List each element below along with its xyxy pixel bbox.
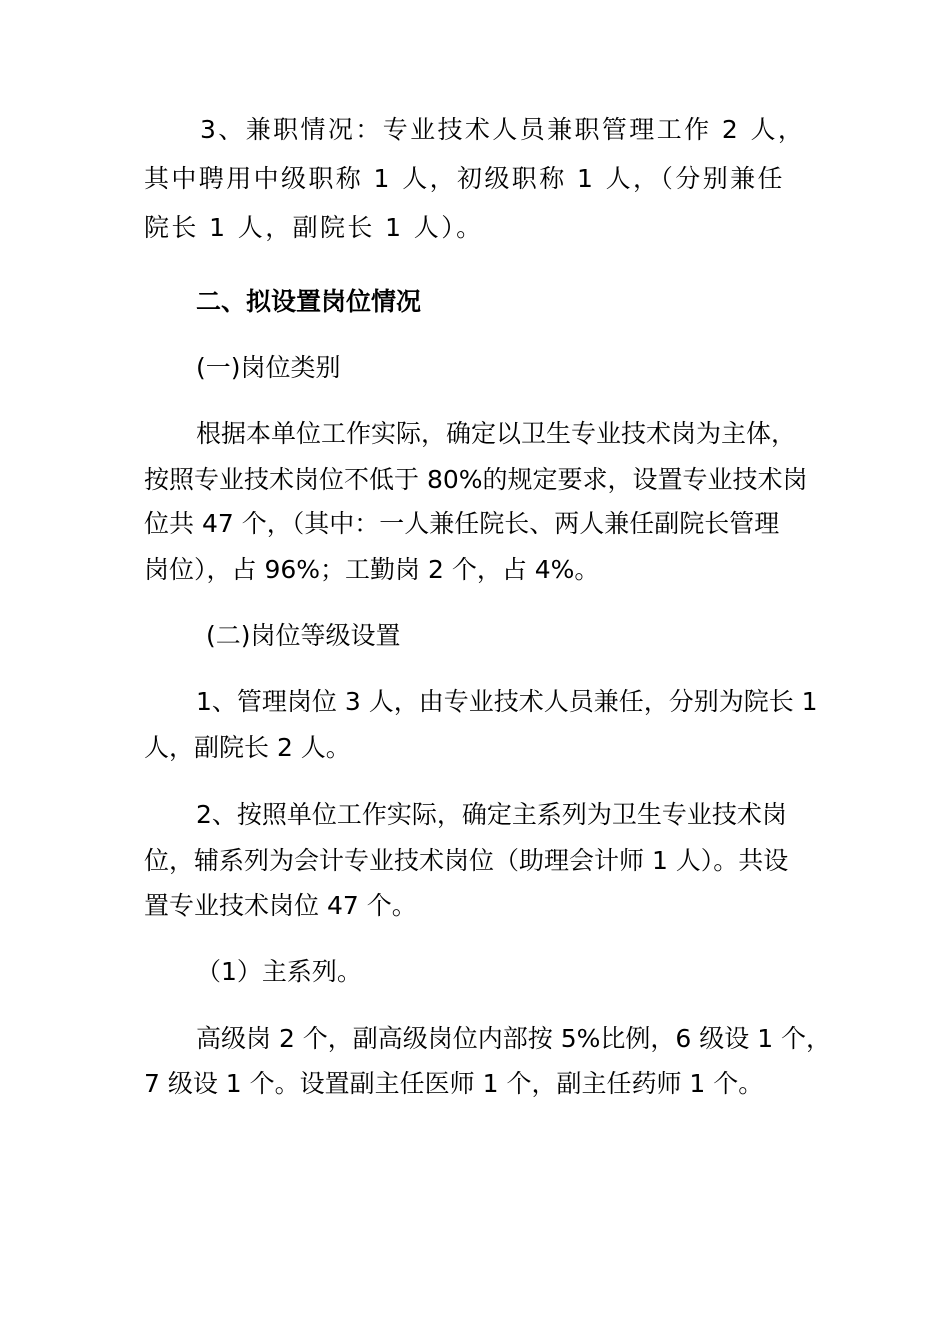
section-heading: 二、拟设置岗位情况 <box>196 287 422 316</box>
text-line: 院长 1 人，副院长 1 人）。 <box>144 213 484 242</box>
text-line: 高级岗 2 个，副高级岗位内部按 5%比例，6 级设 1 个， <box>196 1024 832 1053</box>
text-line: 人，副院长 2 人。 <box>144 733 351 762</box>
text-line: 置专业技术岗位 47 个。 <box>144 891 417 920</box>
text-line: 3、兼职情况：专业技术人员兼职管理工作 2 人， <box>200 115 806 144</box>
text-line: 2、按照单位工作实际，确定主系列为卫生专业技术岗 <box>196 800 787 829</box>
text-line: 位共 47 个，（其中：一人兼任院长、两人兼任副院长管理 <box>144 509 780 538</box>
text-line: 其中聘用中级职称 1 人，初级职称 1 人，（分别兼任 <box>144 164 785 193</box>
text-line: 岗位），占 96%；工勤岗 2 个，占 4%。 <box>144 555 600 584</box>
text-line: 1、管理岗位 3 人，由专业技术人员兼任，分别为院长 1 <box>196 687 818 716</box>
sub-heading: (一)岗位类别 <box>196 353 341 382</box>
text-line: 按照专业技术岗位不低于 80%的规定要求，设置专业技术岗 <box>144 465 808 494</box>
text-line: 根据本单位工作实际，确定以卫生专业技术岗为主体， <box>196 419 797 448</box>
sub-heading: (二)岗位等级设置 <box>206 621 401 650</box>
sub-heading: （1）主系列。 <box>196 957 362 986</box>
text-line: 7 级设 1 个。设置副主任医师 1 个，副主任药师 1 个。 <box>144 1069 764 1098</box>
text-line: 位，辅系列为会计专业技术岗位（助理会计师 1 人）。共设 <box>144 846 789 875</box>
